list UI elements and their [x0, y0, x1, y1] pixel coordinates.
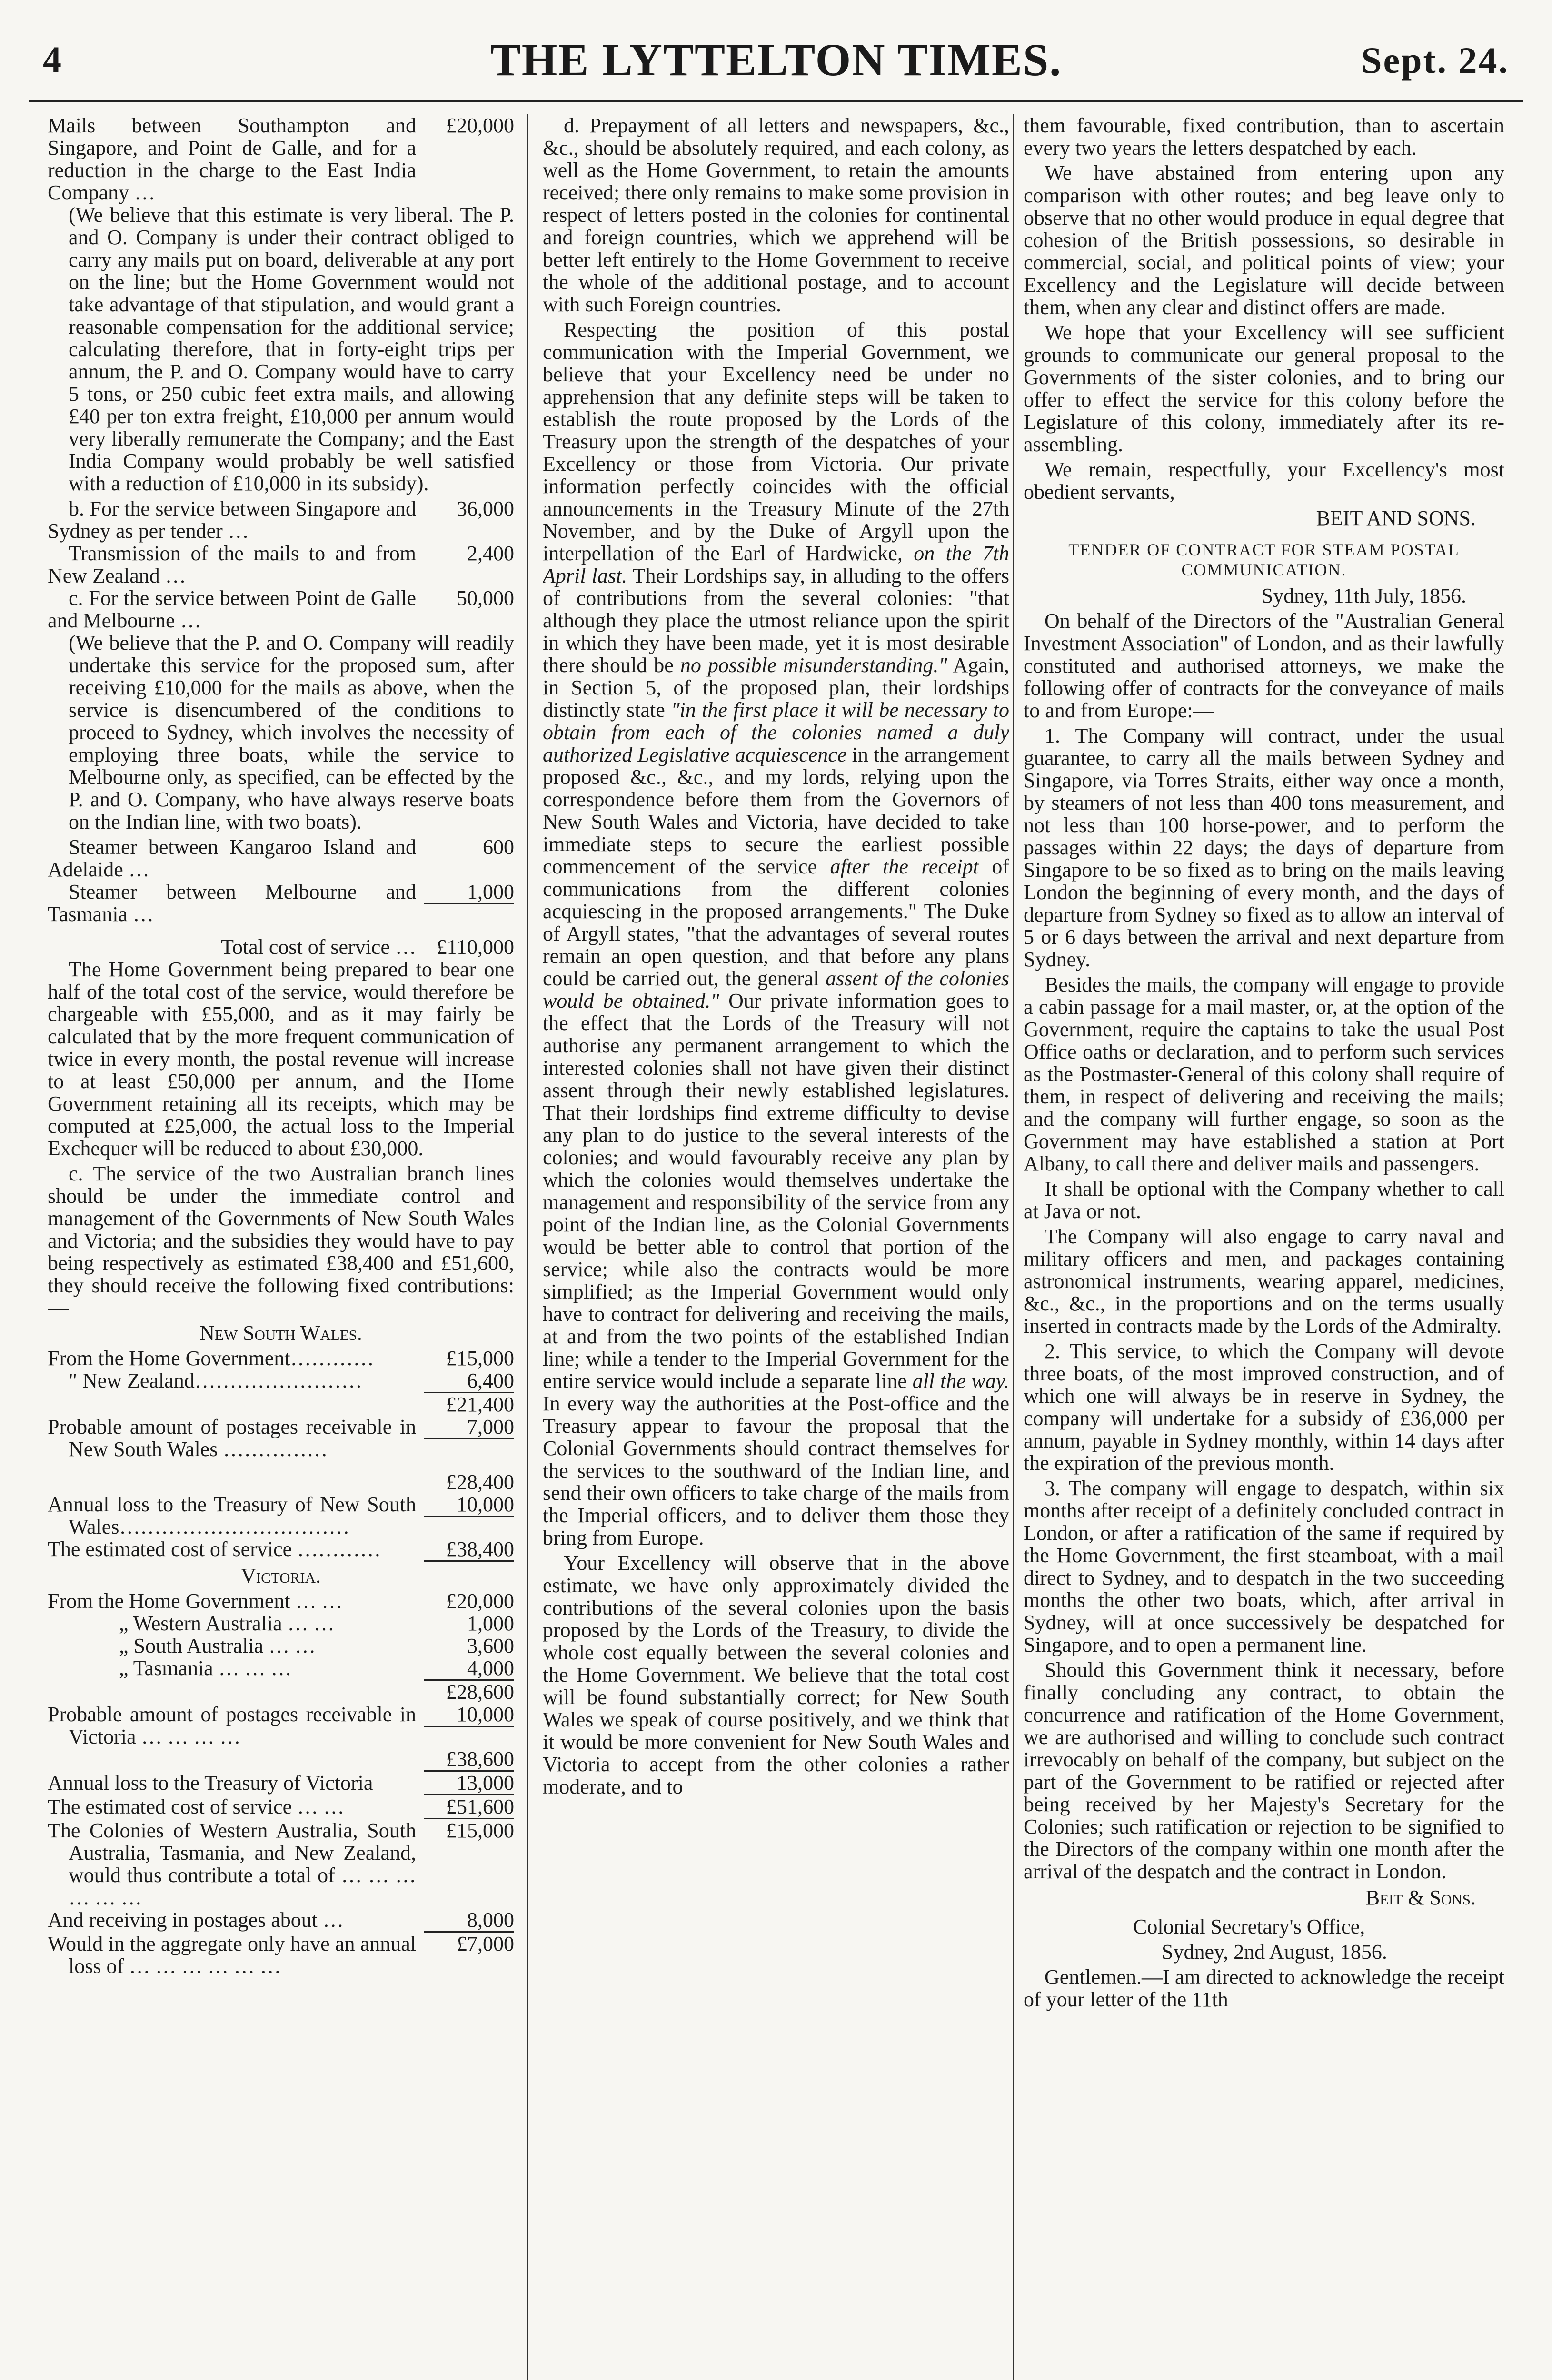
table-row: „ Tasmania … … … 4,000 — [119, 1656, 514, 1680]
table-row: The estimated cost of service ………… £38,400 — [48, 1537, 514, 1561]
table-row: From the Home Government … … £20,000 — [48, 1589, 514, 1613]
table-row: " New Zealand…………………… 6,400 — [69, 1369, 514, 1392]
signature: Beit & Sons. — [1365, 1886, 1476, 1909]
table-row: Probable amount of postages receivable in Victoria … … … … 10,000 — [48, 1703, 514, 1748]
paragraph: We hope that your Excellency will see sufficient grounds to communicate our general proposal to the Governments of the sister colonies, and to bring our offer to effect the service for this colony before the Legislature of this colony, immediately after its re-assembling. — [1024, 321, 1504, 456]
paragraph: 3. The company will engage to despatch, within six months after receipt of a definitely concluded contract in London, or after a ratification of the same if required by the Home Government, the first steamboat, with a mail direct to Sydney, and to despatch in the two succeeding months the other two boats, which, after arrival in Sydney, will at once successively be despatched for Singapore, and to open a permanent line. — [1024, 1477, 1504, 1656]
paragraph: Gentlemen.—I am directed to acknowledge the receipt of your letter of the 11th — [1024, 1965, 1504, 2011]
column-divider — [1013, 114, 1014, 2380]
paragraph: Should this Government think it necessary, before finally concluding any contract, to obtain the concurrence and ratification of the Home Government, we are authorised and willing to conclude such contract irrevocably on behalf of the company, but subject on the part of the Government to be ratified or rejected after being received by her Majesty's Secretary for the Colonies; such ratification or rejection to be signified to the Directors of the company within one month after the arrival of the despatch and the contract in London. — [1024, 1658, 1504, 1883]
paragraph: We have abstained from entering upon any comparison with other routes; and beg leave only to observe that no other would produce in equal degree that cohesion of the British possessions, so desirable in commercial, social, and political points of view; your Excellency and the Legislature will decide between them, when any clear and distinct offers are made. — [1024, 161, 1504, 319]
section-heading: Victoria. — [241, 1564, 321, 1587]
table-row: „ South Australia … … 3,600 — [119, 1634, 514, 1657]
masthead — [29, 29, 1523, 102]
cost-line: Transmission of the mails to and from New Zealand … 2,400 — [48, 542, 514, 587]
dateline: Sydney, 11th July, 1856. — [1261, 584, 1466, 607]
table-row: From the Home Government………… £15,000 — [48, 1347, 514, 1370]
table-row: Probable amount of postages receivable in New South Wales …………… 7,000 — [48, 1415, 514, 1461]
paragraph: Your Excellency will observe that in the above estimate, we have only approximately divided the contributions of the several colonies upon the basis proposed by the Lords of the Treasury, to divide the whole cost equally between the several colonies and the Home Government. We believe that the total cost will be found substantially correct; for New South Wales we speak of course positively, and we think that it would be more convenient for New South Wales and Victoria to accept from the other colonies a rather moderate, and to — [543, 1551, 1009, 1798]
section-heading: TENDER OF CONTRACT FOR STEAM POSTAL COMMUNICATION. — [1068, 540, 1460, 579]
paragraph: The Home Government being prepared to bear one half of the total cost of the service, would therefore be chargeable with £55,000, and as it may fairly be calculated that by the more frequent communication of twice in every month, the postal revenue will increase to at least £50,000 per annum, and the Home Government retaining all its receipts, which may be computed at £25,000, the actual loss to the Imperial Exchequer will be reduced to about £30,000. — [48, 958, 514, 1160]
column-3 — [1024, 114, 1504, 2380]
column-divider — [527, 114, 528, 2380]
paragraph: On behalf of the Directors of the "Australian General Investment Association" of London, and as their lawfully constituted and authorised attorneys, we make the following offer of contracts for the conveyance of mails to and from Europe:— — [1024, 609, 1504, 722]
table-row: Annual loss to the Treasury of New South Wales…………………………… 10,000 — [48, 1493, 514, 1538]
paragraph: The Company will also engage to carry naval and military officers and men, and packages containing astronomical instruments, wearing apparel, medicines, &c., &c., in the proportions and on the terms usually inserted in contracts made by the Lords of the Admiralty. — [1024, 1225, 1504, 1338]
paragraph: 2. This service, to which the Company will devote three boats, of the most improved construction, and of which one will always be in reserve in Sydney, the company will undertake for a subsidy of £36,000 per annum, payable in Sydney monthly, within 14 days after the expiration of the previous month. — [1024, 1339, 1504, 1475]
table-row: £38,600 — [48, 1748, 514, 1772]
table-row: The Colonies of Western Australia, South Australia, Tasmania, and New Zealand, would thus contribute a total of … … … … … … £15,000 — [48, 1819, 514, 1909]
paragraph: It shall be optional with the Company whether to call at Java or not. — [1024, 1177, 1504, 1223]
paragraph: d. Prepayment of all letters and newspapers, &c., &c., should be absolutely required, and each colony, as well as the Home Government, to retain the amounts received; there only remains to make some provision in respect of letters posted in the colonies for continental and foreign countries, which we apprehend will be better left entirely to the Home Government to receive the whole of the additional postage, and to account with such Foreign countries. — [543, 114, 1009, 316]
cost-line: b. For the service between Singapore and Sydney as per tender … 36,000 — [48, 497, 514, 543]
cost-line: Mails between Southampton and Singapore, and Point de Galle, and for a reduction in the charge to the East India Company … £20,000 — [48, 114, 514, 204]
cost-line: Steamer between Kangaroo Island and Adelaide … 600 — [48, 835, 514, 881]
table-row: £28,600 — [446, 1680, 514, 1704]
dateline: Colonial Secretary's Office, — [1133, 1915, 1365, 1938]
paragraph: (We believe that this estimate is very liberal. The P. and O. Company is under their contract obliged to carry any mails put on board, deliverable at any port on the line; but the Home Government would not take advantage of that stipulation, and would grant a reasonable compensation for the additional service; calculating therefore, that in forty-eight trips per annum, the P. and O. Company would have to carry 5 tons, or 250 cubic feet extra mails, and allowing £40 per ton extra freight, £10,000 per annum would very liberally remunerate the Company; and the East India Company would probably be well satisfied with a reduction of £10,000 in its subsidy). — [69, 203, 514, 495]
signature: BEIT AND SONS. — [1316, 506, 1476, 530]
issue-date: Sept. 24. — [1361, 40, 1509, 81]
paragraph: We remain, respectfully, your Excellency's most obedient servants, — [1024, 458, 1504, 504]
page-number: 4 — [43, 39, 61, 80]
paragraph: Besides the mails, the company will engage to provide a cabin passage for a mail master, or, at the option of the Government, require the captains to take the usual Post Office oaths or declaration, and to perform such services as the Postmaster-General of this colony shall require of them, in respect of delivering and receiving the mails; and the company will further engage, so soon as the Government may have established a station at Port Albany, to call there and deliver mails and passengers. — [1024, 973, 1504, 1175]
total-line: Total cost of service … £110,000 — [221, 935, 514, 959]
table-row: Annual loss to the Treasury of Victoria 13,000 — [48, 1771, 514, 1795]
dateline: Sydney, 2nd August, 1856. — [1162, 1940, 1387, 1964]
table-row: And receiving in postages about … 8,000 — [48, 1908, 514, 1932]
cost-line: c. For the service between Point de Galle and Melbourne … 50,000 — [48, 586, 514, 632]
column-2 — [543, 114, 1009, 2380]
paragraph: them favourable, fixed contribution, than to ascertain every two years the letters despatched by each. — [1024, 114, 1504, 159]
table-row: „ Western Australia … … 1,000 — [119, 1612, 514, 1635]
table-row: £28,400 — [446, 1470, 514, 1494]
table-row: Would in the aggregate only have an annual loss of … … … … … … £7,000 — [48, 1932, 514, 1978]
paragraph: Respecting the position of this postal communication with the Imperial Government, we believe that your Excellency need be under no apprehension that any definite steps will be taken to establish the route proposed by the Lords of the Treasury upon the strength of the despatches of your Excellency or those from Victoria. Our private information perfectly coincides with the official announcements in the Treasury Minute of the 27th November, and by the Duke of Argyll upon the interpellation of the Earl of Hardwicke, on the 7th April last. Their Lordships say, in alluding to the offers of contributions from the several colonies: "that although they place the utmost reliance upon the spirit in which they have been made, yet it is most desirable there should be no possible misunderstanding." Again, in Section 5, of the proposed plan, their lordships distinctly state "in the first place it will be necessary to obtain from each of the colonies named a duly authorized Legislative acquiescence in the arrangement proposed &c., &c., and my lords, relying upon the correspondence before them from the Governors of New South Wales and Victoria, have decided to take immediate steps to secure the earliest possible commencement of the service after the receipt of communications from the different colonies acquiescing in the proposed arrangements." The Duke of Argyll states, "that the advantages of several routes remain an open question, and that before any plans could be carried out, the general assent of the colonies would be obtained." Our private information goes to the effect that the Lords of the Treasury will not authorise any permanent arrangement to which the interested colonies shall not have given their distinct assent through their newly established legislatures. That their lordships find extreme difficulty to devise any plan to do justice to the several interests of the colonies; and would favourably receive any plan by which the colonies would themselves undertake the management and responsibility of the service from any point of the Indian line, as the Colonial Governments would be better able to control that portion of the service; while also the contracts would be more simplified; as the Imperial Government would only have to contract for delivering and receiving the mails, at and from the two points of the established Indian line; while a tender to the Imperial Government for the entire service would include a separate line all the way. In every way the authorities at the Post-office and the Treasury appear to favour the proposal that the Colonial Governments should contract themselves for the services to the southward of the Indian line, and send their own officers to take charge of the mails from the Imperial officers, and to deliver them those they bring from Europe. — [543, 318, 1009, 1549]
table-row: £21,400 — [446, 1393, 514, 1416]
cost-line: Steamer between Melbourne and Tasmania … 1,000 — [48, 880, 514, 926]
paragraph: c. The service of the two Australian branch lines should be under the immediate control and management of the Governments of New South Wales and Victoria; and the subsidies they would have to pay being respectively as estimated £38,400 and £51,600, they should receive the following fixed contributions:— — [48, 1162, 514, 1319]
column-1 — [48, 114, 514, 2380]
table-row: The estimated cost of service … … £51,600 — [48, 1795, 514, 1818]
paragraph: (We believe that the P. and O. Company will readily undertake this service for the proposed sum, after receiving £10,000 for the mails as above, when the service is disencumbered of the conditions to proceed to Sydney, which involves the necessity of employing three boats, while the service to Melbourne only, as specified, can be effected by the P. and O. Company, who have always reserve boats on the Indian line, with two boats). — [69, 631, 514, 833]
paragraph: 1. The Company will contract, under the usual guarantee, to carry all the mails between Sydney and Singapore, via Torres Straits, either way once a month, by steamers of not less than 400 tons measurement, and not less than 100 horse-power, and to perform the passages within 22 days; the days of departure from Singapore to be so fixed as to bring on the mails leaving London the beginning of every month, and the days of departure from Sydney so fixed as to allow an interval of 5 or 6 days between the arrival and next departure from Sydney. — [1024, 724, 1504, 971]
section-heading: New South Wales. — [199, 1321, 362, 1345]
newspaper-title: THE LYTTELTON TIMES. — [490, 34, 1062, 85]
